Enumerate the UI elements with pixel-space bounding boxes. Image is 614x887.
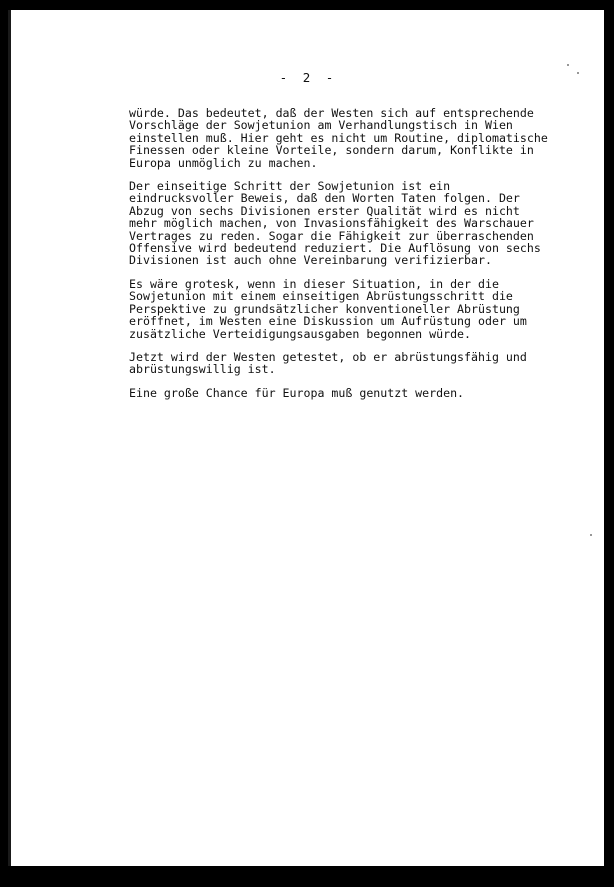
paragraph-1: würde. Das bedeutet, daß der Westen sich auf entsprechende Vorschläge der Sowjetunion am Verhandlungstisch in Wien einstellen muß. Hier geht es nicht um Routine, diplomatische Finessen oder kleine Vorteile, sondern darum, Konflikte in Europa unmöglich zu machen. xyxy=(129,106,548,170)
paragraph-5: Eine große Chance für Europa muß genutzt werden. xyxy=(129,385,465,400)
body-text xyxy=(129,107,569,410)
paragraph-3: Es wäre grotesk, wenn in dieser Situation, in der die Sowjetunion mit einem einseitigen Abrüstungsschritt die Perspektive zu grundsätzlicher konventioneller Abrüstung eröffnet, im Westen eine Diskussion um Aufrüstung oder um zusätzliche Verteidigungsausgaben begonnen würde. xyxy=(129,276,527,341)
page-number: - 2 - xyxy=(279,70,336,85)
scan-speck xyxy=(577,72,579,74)
paragraph-2: Der einseitige Schritt der Sowjetunion ist ein eindrucksvoller Beweis, daß den Worten Taten folgen. Der Abzug von sechs Divisionen erster Qualität wird es nicht mehr möglich machen, von Invasionsfähigkeit des Warschauer Vertrages zu reden. Sogar die Fähigkeit zur überraschenden Offensive wird bedeutend reduziert. Die Auflösung von sechs Divisionen ist auch ohne Vereinbarung verifizierbar. xyxy=(129,179,541,268)
document-page xyxy=(11,10,604,866)
scan-speck xyxy=(567,64,569,66)
paragraph-4: Jetzt wird der Westen getestet, ob er abrüstungsfähig und abrüstungswillig ist. xyxy=(129,349,527,377)
scan-speck xyxy=(590,534,592,536)
